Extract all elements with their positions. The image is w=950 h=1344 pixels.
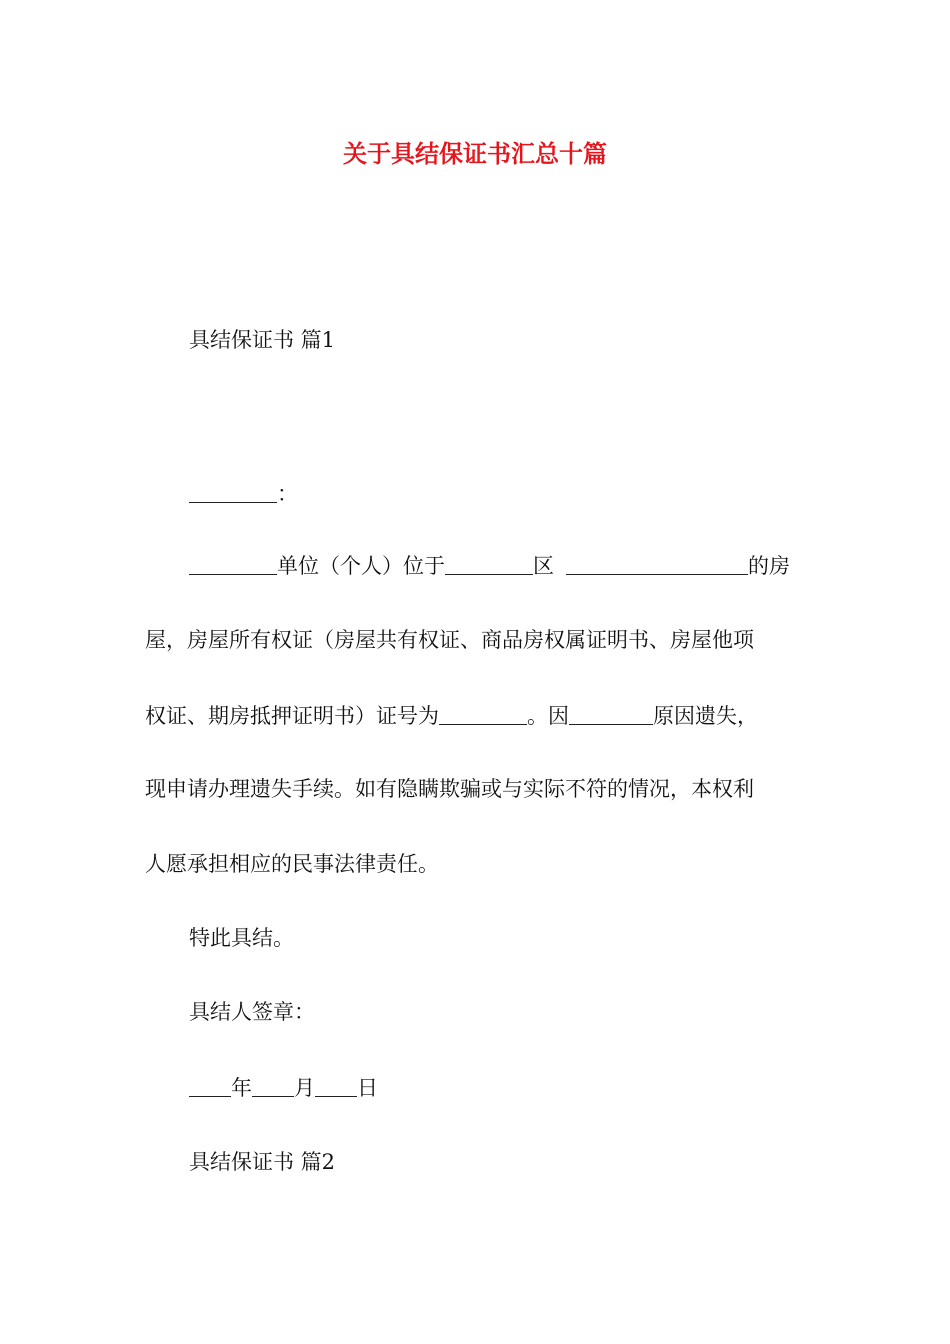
paragraph-text: 权证、期房抵押证明书）证号为: [145, 704, 439, 728]
paragraph-line-1: [189, 550, 790, 581]
addressee-blank: [189, 480, 277, 503]
section-heading-2: 具结保证书 篇2: [189, 1150, 336, 1174]
signature-label: 具结人签章：: [189, 1000, 315, 1024]
paragraph-line-5: 人愿承担相应的民事法律责任。: [145, 852, 439, 876]
certificate-number-blank: [439, 702, 527, 725]
paragraph-line-3: [145, 700, 758, 731]
closing-text: 特此具结。: [189, 926, 294, 950]
date-year-label: 年: [231, 1076, 252, 1100]
salutation-colon: ：: [277, 482, 298, 506]
day-blank: [315, 1074, 357, 1097]
paragraph-text: 。因: [527, 704, 569, 728]
district-blank: [445, 552, 533, 575]
address-blank: [566, 552, 748, 575]
section-heading-1: 具结保证书 篇1: [189, 328, 336, 352]
month-blank: [252, 1074, 294, 1097]
paragraph-line-4: 现申请办理遗失手续。如有隐瞒欺骗或与实际不符的情况，本权利: [145, 777, 754, 801]
paragraph-text: 的房: [748, 554, 790, 578]
salutation-line: [189, 478, 298, 509]
year-blank: [189, 1074, 231, 1097]
paragraph-text: 区: [533, 554, 554, 578]
date-month-label: 月: [294, 1076, 315, 1100]
date-line: [189, 1072, 378, 1103]
paragraph-line-2: 屋，房屋所有权证（房屋共有权证、商品房权属证明书、房屋他项: [145, 628, 754, 652]
loss-reason-blank: [569, 702, 653, 725]
unit-name-blank: [189, 552, 277, 575]
paragraph-text: 单位（个人）位于: [277, 554, 445, 578]
page-title: 关于具结保证书汇总十篇: [343, 139, 607, 168]
date-day-label: 日: [357, 1076, 378, 1100]
paragraph-text: 原因遗失，: [653, 704, 758, 728]
